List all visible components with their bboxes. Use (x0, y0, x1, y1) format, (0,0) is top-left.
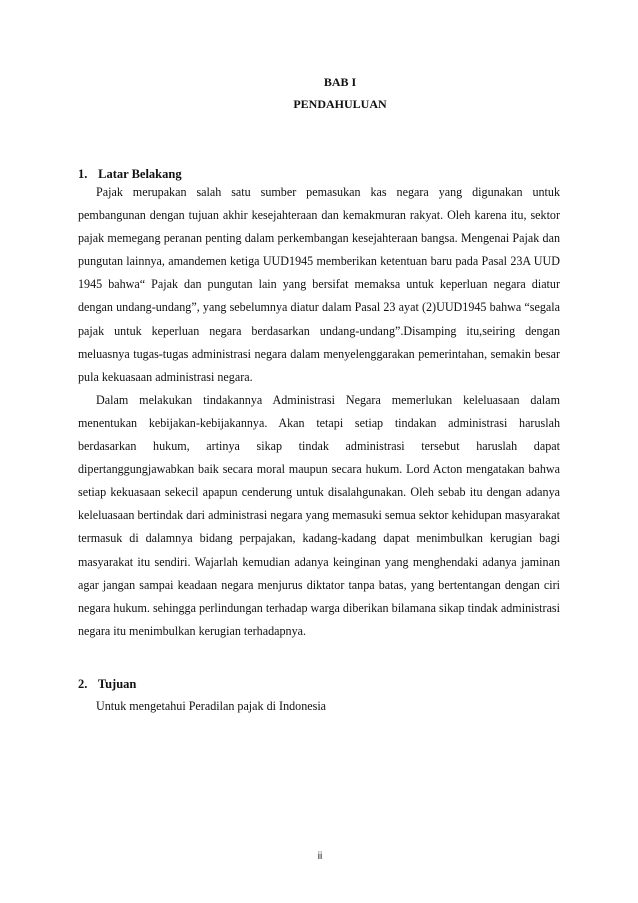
paragraph: Dalam melakukan tindakannya Administrasi Negara memerlukan keleluasaan dalam menentukan kebijakan-kebijakannya. Akan tetapi setiap tindakan administrasi haruslah berdasarkan hukum, artinya sikap tindak administrasi tersebut haruslah dapat dipertanggungjawabkan baik secara moral maupun secara hukum. Lord Acton mengatakan bahwa setiap kekuasaan sekecil apapun cenderung untuk disalahgunakan. Oleh sebab itu dengan adanya keleluasaan bertindak dari administrasi negara yang memasuki semua sektor kehidupan masyarakat termasuk di dalamnya bidang perpajakan, kadang-kadang dapat menimbulkan kerugian bagi masyarakat itu sendiri. Wajarlah kemudian adanya keinginan yang menghendaki adanya jaminan agar jangan sampai keadaan negara menjurus diktator tanpa batas, yang bertentangan dengan ciri negara hukum. sehingga perlindungan terhadap warga diberikan bilamana sikap tindak administrasi negara itu menimbulkan kerugian terhadapnya. (78, 392, 560, 638)
chapter-title: PENDAHULUAN (293, 97, 387, 111)
section-title: Tujuan (97, 677, 137, 691)
section-title: Latar Belakang (98, 167, 182, 181)
page-number: ii (317, 851, 323, 862)
section-number: 1. (78, 167, 88, 181)
section-heading-latar-belakang (78, 167, 182, 182)
chapter-number: BAB I (323, 75, 357, 89)
section-body-latar-belakang (78, 181, 560, 643)
tujuan-text: Untuk mengetahui Peradilan pajak di Indonesia (96, 699, 327, 713)
paragraph: Pajak merupakan salah satu sumber pemasukan kas negara yang digunakan untuk pembangunan dengan tujuan akhir kesejahteraan dan kemakmuran rakyat. Oleh karena itu, sektor pajak memegang peranan penting dalam perkembangan kesejahteraan bangsa. Mengenai Pajak dan pungutan lainnya, amandemen ketiga UUD1945 memberikan ketentuan baru pada Pasal 23A UUD 1945 bahwa“ Pajak dan pungutan lain yang bersifat memaksa untuk keperluan negara diatur dengan undang-undang”, yang sebelumnya diatur dalam Pasal 23 ayat (2)UUD1945 bahwa “segala pajak untuk keperluan negara berdasarkan undang-undang”.Disamping itu,seiring dengan meluasnya tugas-tugas administrasi negara dalam menyelenggarakan pemerintahan, semakin besar pula kekuasaan administrasi negara. (78, 185, 560, 384)
section-heading-tujuan (78, 677, 136, 692)
section-number: 2. (78, 677, 88, 691)
